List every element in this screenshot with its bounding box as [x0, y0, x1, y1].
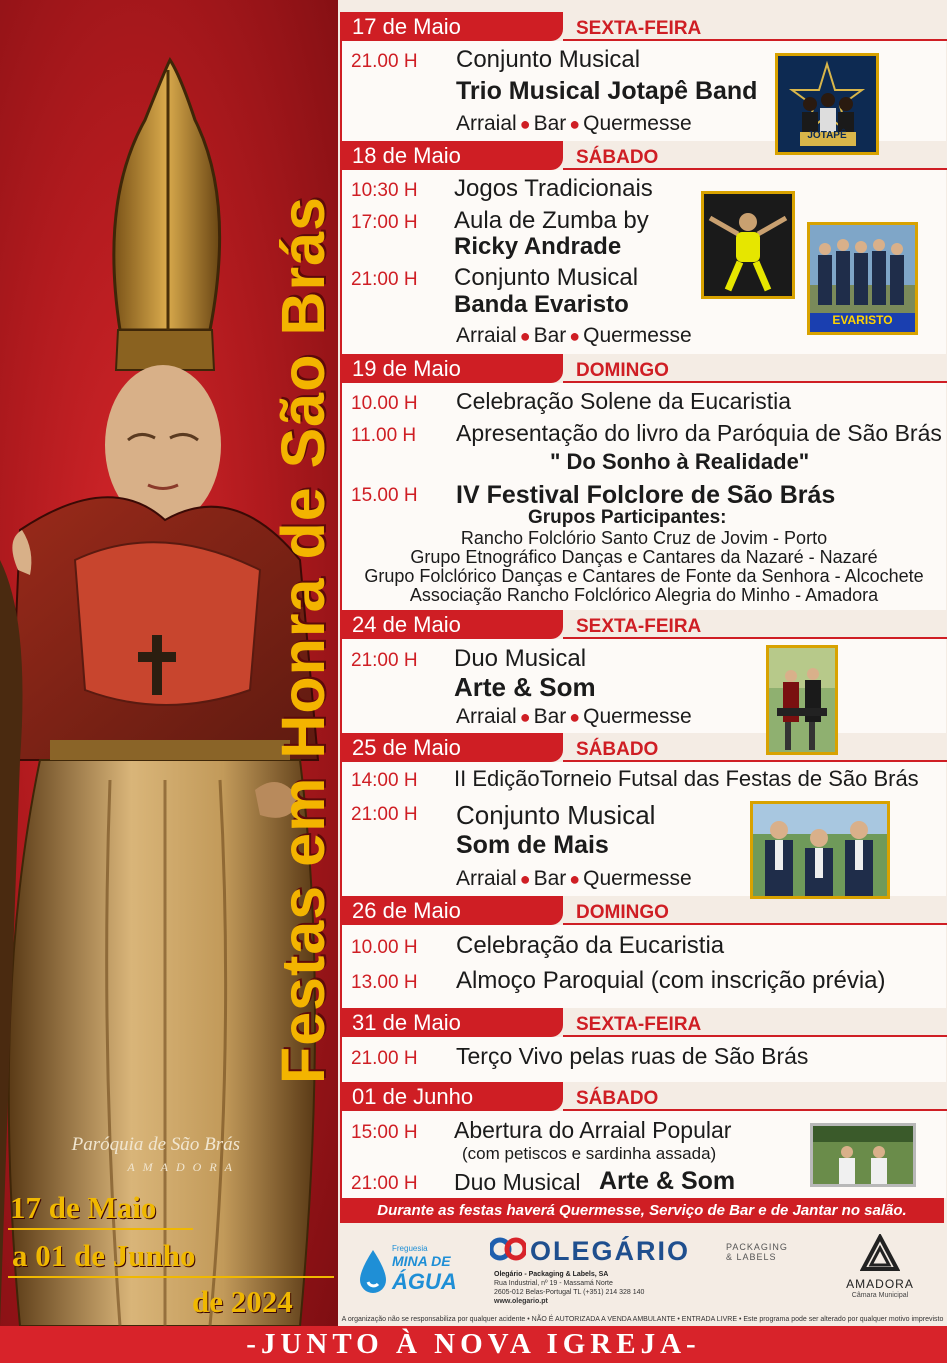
group-item: Associação Rancho Folclórico Alegria do Minho - Amadora — [409, 585, 879, 605]
sponsor-olegario-name: OLEGÁRIO — [530, 1236, 691, 1266]
festival-title: Festas em Honra de São Brás — [269, 195, 337, 1085]
extra-item: Arraial — [456, 324, 517, 347]
event-time: 21:00 H — [351, 650, 418, 671]
day-weekday: SÁBADO — [576, 1088, 659, 1109]
extra-item: Bar — [533, 705, 567, 728]
event-extras — [456, 705, 692, 729]
event-title: Conjunto Musical — [456, 46, 641, 73]
groups-heading: Grupos Participantes: — [528, 507, 727, 528]
sponsor-olegario — [490, 1233, 810, 1313]
day-date: 19 de Maio — [352, 356, 461, 381]
group-item: Grupo Etnográfico Danças e Cantares da Nazaré - Nazaré — [410, 547, 878, 567]
olegario-logo-icon — [490, 1235, 526, 1263]
sponsor-amadora-sub: Câmara Municipal — [851, 1292, 909, 1299]
extra-item: Bar — [533, 867, 567, 890]
zumba-photo — [701, 191, 795, 299]
day-header — [338, 141, 947, 170]
sponsor-olegario-line: 2605-012 Belas-Portugal TL (+351) 214 328 140 — [494, 1289, 645, 1296]
day-events — [340, 170, 946, 354]
bullet-icon: ● — [519, 707, 531, 727]
sponsor-olegario-tag2: & LABELS — [726, 1252, 777, 1262]
bullet-icon: ● — [569, 707, 581, 727]
photo-art — [753, 804, 887, 896]
day-weekday: SEXTA-FEIRA — [576, 616, 702, 637]
event-title: Almoço Paroquial (com inscrição prévia) — [456, 967, 886, 994]
day-date: 31 de Maio — [352, 1010, 461, 1035]
divider — [8, 1228, 193, 1230]
date-range-start: 17 de Maio — [10, 1190, 157, 1225]
bullet-icon: ● — [569, 114, 581, 134]
event-time: 10.00 H — [351, 393, 418, 414]
day-header — [338, 1082, 947, 1111]
event-time: 21.00 H — [351, 51, 418, 72]
event-title: Apresentação do livro da Paróquia de São Brás — [456, 420, 942, 446]
day-date: 26 de Maio — [352, 898, 461, 923]
extra-item: Bar — [533, 112, 567, 135]
book-title: " Do Sonho à Realidade" — [550, 449, 810, 474]
event-performer: Trio Musical Jotapê Band — [456, 77, 758, 105]
day-weekday: DOMINGO — [576, 360, 669, 381]
parish-name: Paróquia de São Brás — [71, 1134, 240, 1155]
event-title: IV Festival Folclore de São Brás — [456, 481, 836, 509]
sponsor-olegario-line: Olegário - Packaging & Labels, SA — [494, 1271, 609, 1278]
extra-item: Arraial — [456, 112, 517, 135]
sponsor-olegario-tag1: PACKAGING — [726, 1242, 788, 1252]
day-weekday: SEXTA-FEIRA — [576, 18, 702, 39]
event-title: II EdiçãoTorneio Futsal das Festas de São Brás — [454, 766, 919, 791]
divider — [8, 1276, 334, 1278]
event-time: 21:00 H — [351, 269, 418, 290]
notice-text: Durante as festas haverá Quermesse, Serviço de Bar e de Jantar no salão. — [377, 1202, 907, 1219]
event-title: Conjunto Musical — [454, 264, 639, 291]
event-title: Duo Musical — [454, 645, 587, 672]
event-title: Celebração da Eucaristia — [456, 932, 725, 959]
photo-label: JOTAPÊ — [807, 130, 847, 141]
event-time: 21:00 H — [351, 1173, 418, 1194]
day-events — [340, 639, 946, 733]
day-weekday: DOMINGO — [576, 902, 669, 923]
sponsor-freguesia-small: Freguesia — [392, 1244, 428, 1253]
event-time: 10:30 H — [351, 180, 418, 201]
photo-art — [813, 1126, 913, 1184]
day-events — [340, 1037, 946, 1082]
date-range-end: a 01 de Junho — [12, 1238, 196, 1273]
event-title: Jogos Tradicionais — [454, 175, 653, 202]
day-header — [338, 1008, 947, 1037]
event-time: 17:00 H — [351, 212, 418, 233]
band-photo — [807, 222, 918, 335]
band-photo — [750, 801, 890, 899]
event-time: 13.00 H — [351, 972, 418, 993]
event-title: Aula de Zumba by — [454, 207, 649, 234]
extra-item: Quermesse — [583, 112, 692, 135]
extra-item: Quermesse — [583, 324, 692, 347]
event-time: 11.00 H — [351, 425, 417, 446]
day-date: 25 de Maio — [352, 735, 461, 760]
event-title: Duo Musical — [454, 1169, 581, 1195]
day-events — [340, 925, 946, 1008]
notice-banner — [340, 1198, 944, 1223]
disclaimer: A organização não se responsabiliza por qualquer acidente • NÃO É AUTORIZADA A VENDA AMBULANTE • ENTRADA LIVRE • Este programa pode ser alterado por qualquer motivo imprevisto — [341, 1316, 944, 1323]
bullet-icon: ● — [519, 114, 531, 134]
day-date: 24 de Maio — [352, 612, 461, 637]
bullet-icon: ● — [519, 869, 531, 889]
event-performer: Banda Evaristo — [454, 291, 629, 318]
extra-item: Arraial — [456, 705, 517, 728]
duo-photo — [810, 1123, 916, 1187]
bullet-icon: ● — [569, 326, 581, 346]
event-performer: Som de Mais — [456, 831, 609, 859]
date-range-year: de 2024 — [192, 1284, 293, 1319]
event-performer: Ricky Andrade — [454, 233, 622, 260]
day-events — [340, 41, 946, 141]
day-header — [338, 12, 947, 41]
sponsor-olegario-line: www.olegario.pt — [494, 1298, 548, 1305]
program-panel — [338, 0, 947, 1326]
amadora-logo-icon — [860, 1234, 900, 1274]
day-events — [340, 762, 946, 896]
event-performer: Arte & Som — [454, 672, 596, 702]
event-title: Celebração Solene da Eucaristia — [456, 388, 791, 414]
day-weekday: SEXTA-FEIRA — [576, 1014, 702, 1035]
event-time: 14:00 H — [351, 770, 418, 791]
extra-item: Quermesse — [583, 705, 692, 728]
footer-banner — [0, 1326, 947, 1363]
sponsor-freguesia-name1: MINA DE — [392, 1253, 451, 1269]
day-header — [338, 610, 947, 639]
day-header — [338, 896, 947, 925]
group-item: Grupo Folclórico Danças e Cantares de Fonte da Senhora - Alcochete — [364, 566, 924, 586]
event-time: 10.00 H — [351, 937, 418, 958]
parish-city: AMADORA — [127, 1160, 240, 1174]
sponsor-olegario-line: Rua Industrial, nº 19 - Massamá Norte — [494, 1280, 613, 1287]
event-subtitle: (com petiscos e sardinha assada) — [462, 1144, 717, 1163]
extra-item: Arraial — [456, 867, 517, 890]
day-date: 01 de Junho — [352, 1084, 474, 1109]
day-date: 17 de Maio — [352, 14, 461, 39]
day-header — [338, 354, 947, 383]
sponsor-freguesia — [356, 1240, 466, 1300]
sponsor-amadora-name: AMADORA — [846, 1277, 914, 1291]
footer-location: -JUNTO À NOVA IGREJA- — [246, 1328, 701, 1360]
bullet-icon: ● — [569, 869, 581, 889]
event-extras — [456, 867, 692, 891]
band-photo — [775, 53, 879, 155]
event-title: Abertura do Arraial Popular — [454, 1117, 732, 1143]
event-time: 21:00 H — [351, 804, 418, 825]
water-drop-icon — [356, 1248, 390, 1298]
photo-art — [704, 194, 792, 296]
day-weekday: SÁBADO — [576, 739, 659, 760]
event-time: 21.00 H — [351, 1048, 418, 1069]
event-extras — [456, 324, 692, 348]
extra-item: Bar — [533, 324, 567, 347]
day-header — [338, 733, 947, 762]
event-time: 15:00 H — [351, 1122, 418, 1143]
day-date: 18 de Maio — [352, 143, 461, 168]
event-title: Conjunto Musical — [456, 800, 656, 830]
day-weekday: SÁBADO — [576, 147, 659, 168]
photo-label: EVARISTO — [832, 313, 893, 327]
event-title: Terço Vivo pelas ruas de São Brás — [456, 1043, 809, 1069]
extra-item: Quermesse — [583, 867, 692, 890]
sponsor-freguesia-name2: ÁGUA — [392, 1269, 457, 1294]
day-events — [340, 1111, 946, 1198]
event-extras — [456, 112, 692, 136]
day-events — [340, 383, 946, 610]
bullet-icon: ● — [519, 326, 531, 346]
group-item: Rancho Folclório Santo Cruz de Jovim - Porto — [460, 528, 828, 548]
event-performer: Arte & Som — [599, 1167, 736, 1195]
sponsor-amadora — [836, 1234, 924, 1306]
event-time: 15.00 H — [351, 485, 418, 506]
